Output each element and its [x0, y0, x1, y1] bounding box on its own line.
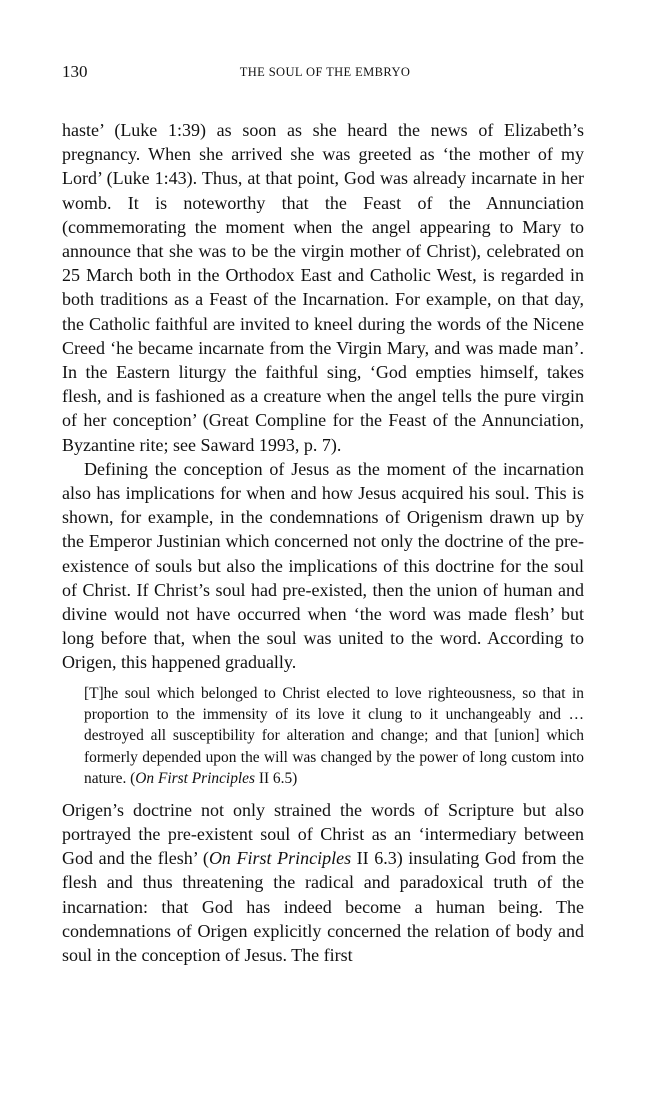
page-number: 130 — [62, 62, 88, 81]
paragraph-3-end: II 6.3) insulating God from the flesh and thus threatening the radical and paradoxical truth of the incarnation: that God has indeed become a human being. The condemnations of Origen explicitly concerned the relation of body and soul in the conception of Jesus. The first — [62, 848, 585, 965]
running-header — [62, 62, 588, 88]
paragraph-3-start: Origen’s doctrine not only strained the words of Scripture but also portrayed the pre-existent soul of Christ as an ‘intermediary between God and the flesh’ ( — [62, 799, 584, 869]
quote-citation-title: On First Principles — [135, 770, 255, 788]
paragraph-1: haste’ (Luke 1:39) as soon as she heard the news of Elizabeth’s pregnancy. When she arrived she was greeted as ‘the mother of my Lord’ (Luke 1:43). Thus, at that point, God was already incarnate in her womb. It is noteworthy that the Feast of the Annunciation (commemorating the moment when the angel appearing to Mary to announce that she was to be the virgin mother of Christ), celebrated on 25 March both in the Orthodox East and Catholic West, is regarded in both traditions as a Feast of the Incarnation. For example, on that day, the Catholic faithful are invited to kneel during the words of the Nicene Creed ‘he became incarnate from the Virgin Mary, and was made man’. In the Eastern liturgy the faithful sing, ‘God empties himself, takes flesh, and is fashioned as a creature when the angel tells the pure virgin of her conception’ (Great Compline for the Feast of the Annunciation, Byzantine rite; see Saward 1993, p. 7). — [62, 120, 584, 455]
block-quote-text — [84, 683, 584, 790]
quote-citation-ref: II 6.5) — [254, 770, 298, 788]
body-text — [62, 118, 584, 967]
running-title: THE SOUL OF THE EMBRYO — [239, 65, 411, 79]
block-quote — [84, 683, 584, 790]
paragraph-3-citation-title: On First Principles — [208, 848, 352, 869]
paragraph-3 — [62, 798, 584, 967]
quote-body: [T]he soul which belonged to Christ elected to love righteousness, so that in proportion to the immensity of its love it clung to it unchangeably and … destroyed all susceptibility for alteration and change; and that [union] which formerly depended upon the will was changed by the power of long custom into nature. ( — [84, 684, 584, 788]
paragraph-2: Defining the conception of Jesus as the moment of the incarnation also has implications for when and how Jesus acquired his soul. This is shown, for example, in the condemnations of Origenism drawn up by the Emperor Justinian which concerned not only the doctrine of the pre-existence of souls but also the implications of this doctrine for the soul of Christ. If Christ’s soul had pre-existed, then the union of human and divine would not have occurred when ‘the word was made flesh’ but long before that, when the soul was united to the word. According to Origen, this happened gradually. — [62, 458, 584, 673]
